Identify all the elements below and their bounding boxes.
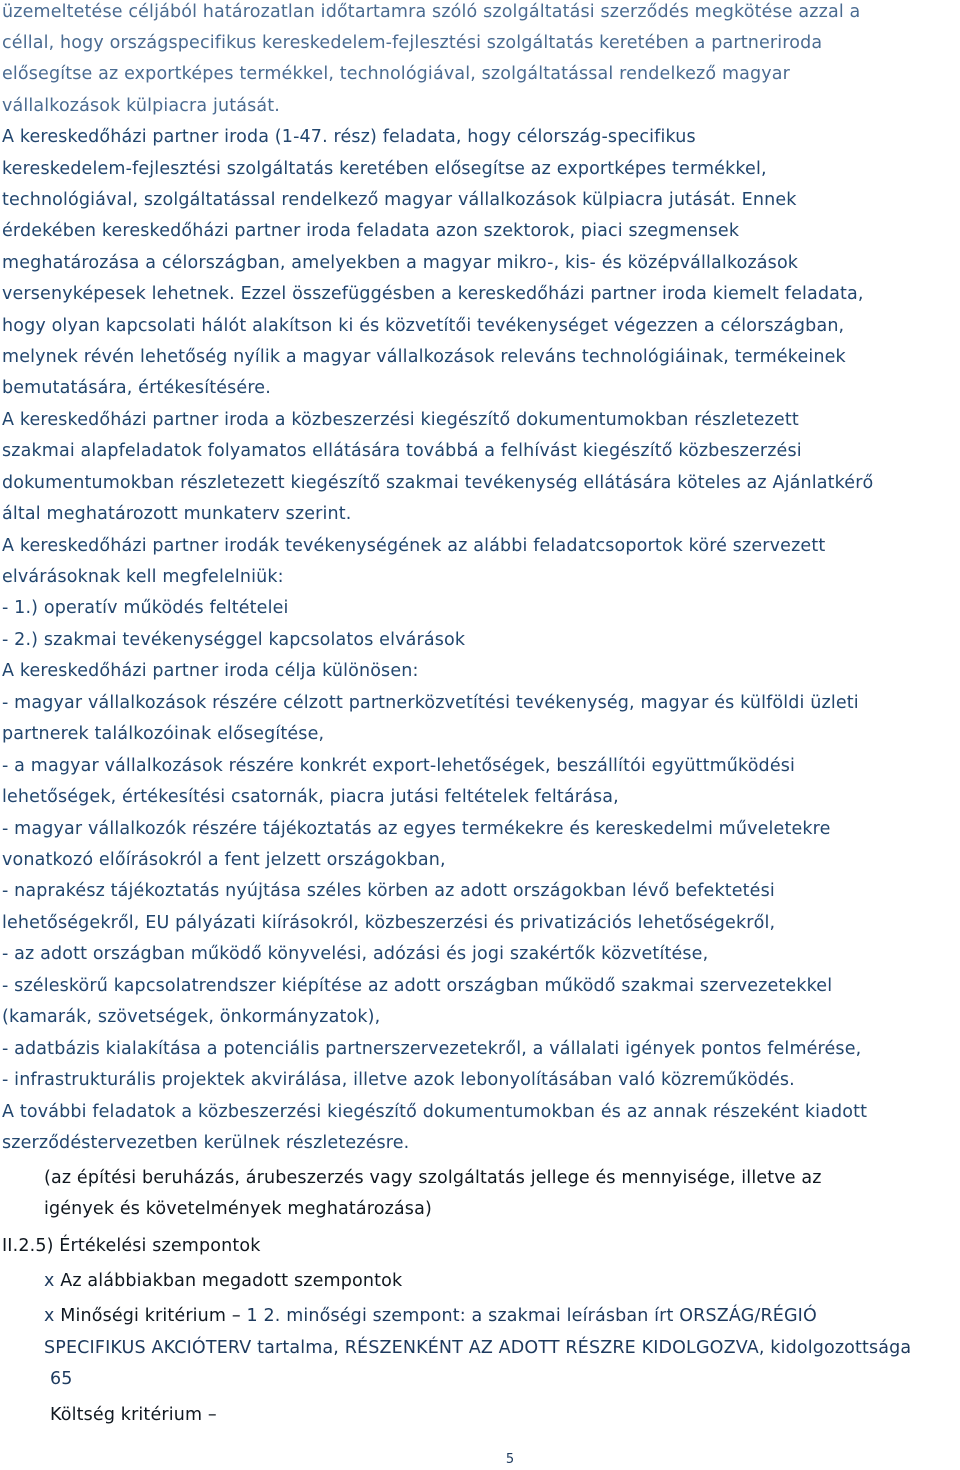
text-line: - a magyar vállalkozások részére konkrét export-lehetőségek, beszállítói együttműködési: [2, 756, 796, 776]
text-line: vonatkozó előírásokról a fent jelzett országokban,: [2, 850, 446, 870]
quality-criterion-row: [44, 1305, 817, 1327]
text-line: bemutatására, értékesítésére.: [2, 378, 271, 398]
text-line: versenyképesek lehetnek. Ezzel összefüggésben a kereskedőházi partner iroda kiemelt feladata,: [2, 284, 864, 304]
text-line: partnerek találkozóinak elősegítése,: [2, 724, 325, 744]
text-line: vállalkozások külpiacra jutását.: [2, 96, 280, 116]
text-line: - magyar vállalkozások részére célzott partnerközvetítési tevékenység, magyar és külföldi üzleti: [2, 693, 859, 713]
text-line: szakmai alapfeladatok folyamatos ellátására továbbá a felhívást kiegészítő közbeszerzési: [2, 441, 802, 461]
text-line: elvárásoknak kell megfelelniük:: [2, 567, 284, 587]
text-line: dokumentumokban részletezett kiegészítő szakmai tevékenység ellátására köteles az Ajánlatkérő: [2, 473, 874, 493]
text-line: kereskedelem-fejlesztési szolgáltatás keretében elősegítse az exportképes termékkel,: [2, 159, 767, 179]
text-line: A kereskedőházi partner iroda a közbeszerzési kiegészítő dokumentumokban részletezett: [2, 410, 799, 430]
text-line: A kereskedőházi partner irodák tevékenységének az alábbi feladatcsoportok köré szervezett: [2, 536, 826, 556]
criteria-all-label: Az alábbiakban megadott szempontok: [60, 1271, 403, 1291]
text-line: által meghatározott munkaterv szerint.: [2, 504, 352, 524]
text-line: (kamarák, szövetségek, önkormányzatok),: [2, 1007, 381, 1027]
section-heading: II.2.5) Értékelési szempontok: [2, 1236, 261, 1256]
text-line: üzemeltetése céljából határozatlan időtartamra szóló szolgáltatási szerződés megkötése azzal a: [2, 2, 861, 22]
page-number: 5: [505, 1452, 515, 1467]
text-line: elősegítse az exportképes termékkel, technológiával, szolgáltatással rendelkező magyar: [2, 64, 791, 84]
note-line-1: (az építési beruházás, árubeszerzés vagy szolgáltatás jellege és mennyisége, illetve az: [44, 1168, 822, 1188]
text-line: lehetőségekről, EU pályázati kiírásokról, közbeszerzési és privatizációs lehetőségekről,: [2, 913, 776, 933]
quality-description: 2. minőségi szempont: a szakmai leírásban írt ORSZÁG/RÉGIÓ: [263, 1306, 817, 1326]
note-line-2: igények és követelmények meghatározása): [44, 1199, 432, 1219]
quality-number: 1: [246, 1306, 258, 1326]
text-line: - 1.) operatív működés feltételei: [2, 598, 289, 618]
quality-weight: 65: [50, 1369, 73, 1389]
cost-criterion-label: Költség kritérium –: [50, 1405, 217, 1425]
criteria-all-row: [44, 1270, 402, 1292]
text-line: A kereskedőházi partner iroda célja különösen:: [2, 661, 419, 681]
text-line: lehetőségek, értékesítési csatornák, piacra jutási feltételek feltárása,: [2, 787, 619, 807]
text-line: - az adott országban működő könyvelési, adózási és jogi szakértők közvetítése,: [2, 944, 709, 964]
text-line: - naprakész tájékoztatás nyújtása széles körben az adott országokban lévő befektetési: [2, 881, 775, 901]
quality-label: Minőségi kritérium –: [60, 1306, 241, 1326]
text-line: - 2.) szakmai tevékenységgel kapcsolatos elvárások: [2, 630, 466, 650]
text-line: meghatározása a célországban, amelyekben a magyar mikro-, kis- és középvállalkozások: [2, 253, 799, 273]
text-line: hogy olyan kapcsolati hálót alakítson ki és közvetítői tevékenységet végezzen a célországban,: [2, 316, 845, 336]
checkbox-marker: x: [44, 1306, 55, 1326]
text-line: - magyar vállalkozók részére tájékoztatás az egyes termékekre és kereskedelmi műveletekre: [2, 819, 831, 839]
checkbox-marker: x: [44, 1271, 55, 1291]
text-line: szerződéstervezetben kerülnek részletezésre.: [2, 1133, 410, 1153]
text-line: A további feladatok a közbeszerzési kiegészítő dokumentumokban és az annak részeként kiadott: [2, 1102, 868, 1122]
text-line: érdekében kereskedőházi partner iroda feladata azon szektorok, piaci szegmensek: [2, 221, 740, 241]
text-line: - adatbázis kialakítása a potenciális partnerszervezetekről, a vállalati igények pontos felmérése,: [2, 1039, 862, 1059]
text-line: - infrastrukturális projektek akvirálása, illetve azok lebonyolításában való közreműködés.: [2, 1070, 795, 1090]
text-line: technológiával, szolgáltatással rendelkező magyar vállalkozások külpiacra jutását. Ennek: [2, 190, 797, 210]
text-line: - széleskörű kapcsolatrendszer kiépítése az adott országban működő szakmai szervezetekkel: [2, 976, 833, 996]
text-line: A kereskedőházi partner iroda (1-47. rész) feladata, hogy célország-specifikus: [2, 127, 696, 147]
text-line: melynek révén lehetőség nyílik a magyar vállalkozások releváns technológiáinak, termékeinek: [2, 347, 846, 367]
text-line: céllal, hogy országspecifikus kereskedelem-fejlesztési szolgáltatás keretében a partneriroda: [2, 33, 823, 53]
quality-description-2: SPECIFIKUS AKCIÓTERV tartalma, RÉSZENKÉNT AZ ADOTT RÉSZRE KIDOLGOZVA, kidolgozottsága: [44, 1338, 912, 1358]
